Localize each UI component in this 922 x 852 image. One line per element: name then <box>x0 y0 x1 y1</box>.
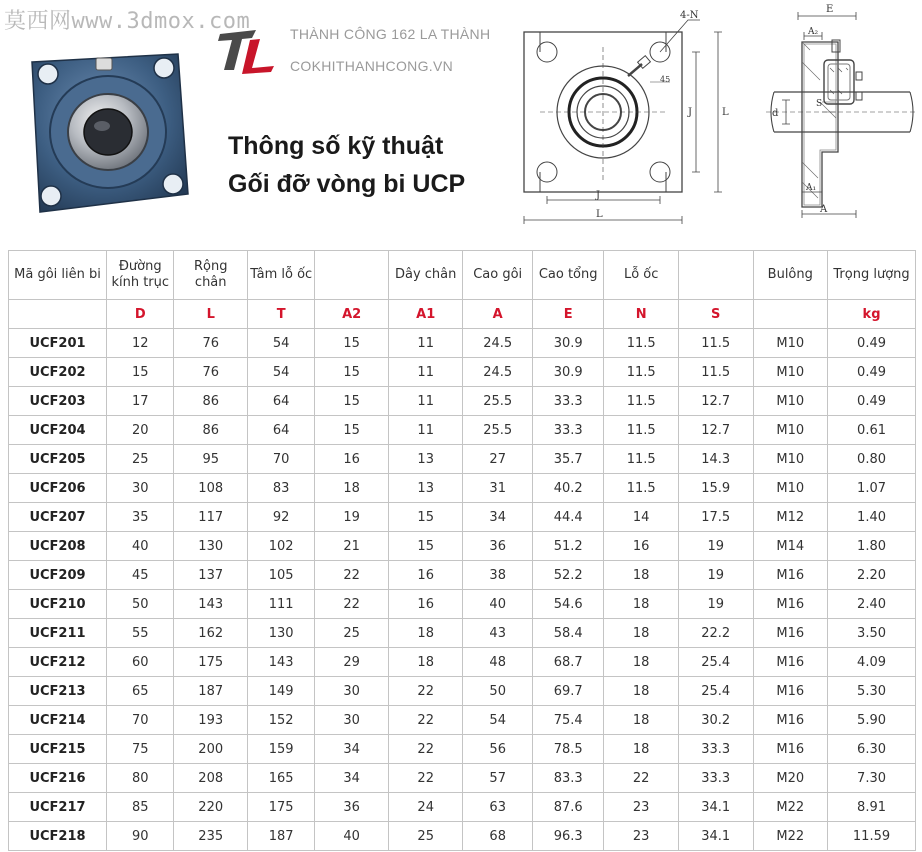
column-header: Bulông <box>753 251 828 300</box>
symbol-cell: kg <box>828 300 916 329</box>
value-cell: 43 <box>463 619 532 648</box>
table-row <box>9 677 916 706</box>
symbol-row <box>9 300 916 329</box>
value-cell: 18 <box>388 619 463 648</box>
column-header: Cao gôi <box>463 251 532 300</box>
symbol-cell: A <box>463 300 532 329</box>
value-cell: 85 <box>107 793 174 822</box>
value-cell: 40 <box>463 590 532 619</box>
model-cell: UCF204 <box>9 416 107 445</box>
value-cell: 30 <box>315 706 389 735</box>
value-cell: M10 <box>753 387 828 416</box>
value-cell: M20 <box>753 764 828 793</box>
value-cell: 86 <box>174 387 248 416</box>
company-name: THÀNH CÔNG 162 LA THÀNH <box>290 26 491 42</box>
value-cell: 18 <box>604 561 679 590</box>
model-cell: UCF206 <box>9 474 107 503</box>
value-cell: 159 <box>247 735 314 764</box>
table-row <box>9 329 916 358</box>
value-cell: 2.40 <box>828 590 916 619</box>
symbol-cell <box>753 300 828 329</box>
value-cell: 5.30 <box>828 677 916 706</box>
value-cell: 78.5 <box>532 735 603 764</box>
symbol-cell: T <box>247 300 314 329</box>
column-header: Đường kính trục <box>107 251 174 300</box>
value-cell: 0.49 <box>828 387 916 416</box>
value-cell: 22 <box>604 764 679 793</box>
value-cell: 23 <box>604 793 679 822</box>
value-cell: 30.9 <box>532 358 603 387</box>
holes-label: 4-N <box>680 10 699 21</box>
a-label: A <box>820 204 828 215</box>
value-cell: 34 <box>463 503 532 532</box>
a2-label: A₂ <box>808 27 819 37</box>
watermark-text: 莫西网www.3dmox.com <box>4 9 251 34</box>
value-cell: 19 <box>678 532 753 561</box>
value-cell: 51.2 <box>532 532 603 561</box>
value-cell: 0.61 <box>828 416 916 445</box>
value-cell: 14 <box>604 503 679 532</box>
table-row <box>9 706 916 735</box>
table-row <box>9 561 916 590</box>
value-cell: 21 <box>315 532 389 561</box>
value-cell: M16 <box>753 735 828 764</box>
value-cell: 11 <box>388 329 463 358</box>
model-cell: UCF216 <box>9 764 107 793</box>
value-cell: 16 <box>388 590 463 619</box>
table-row <box>9 387 916 416</box>
company-url: COKHITHANHCONG.VN <box>290 58 453 74</box>
value-cell: 12.7 <box>678 416 753 445</box>
value-cell: 35.7 <box>532 445 603 474</box>
value-cell: 11.5 <box>604 416 679 445</box>
value-cell: 11.59 <box>828 822 916 851</box>
value-cell: 86 <box>174 416 248 445</box>
value-cell: 11 <box>388 416 463 445</box>
table-row <box>9 735 916 764</box>
value-cell: 22 <box>388 735 463 764</box>
model-cell: UCF214 <box>9 706 107 735</box>
value-cell: 95 <box>174 445 248 474</box>
column-header: Rộng chân <box>174 251 248 300</box>
value-cell: 22 <box>315 561 389 590</box>
page-title: Thông số kỹ thuật <box>228 132 444 160</box>
value-cell: 29 <box>315 648 389 677</box>
value-cell: 22 <box>388 706 463 735</box>
value-cell: 23 <box>604 822 679 851</box>
value-cell: 17 <box>107 387 174 416</box>
symbol-cell <box>9 300 107 329</box>
value-cell: 22 <box>315 590 389 619</box>
model-cell: UCF217 <box>9 793 107 822</box>
table-row <box>9 648 916 677</box>
table-body <box>9 300 916 851</box>
value-cell: 34 <box>315 735 389 764</box>
column-header: Tâm lỗ ốc <box>247 251 314 300</box>
value-cell: M10 <box>753 416 828 445</box>
value-cell: 22 <box>388 677 463 706</box>
table-row <box>9 764 916 793</box>
value-cell: 18 <box>604 706 679 735</box>
value-cell: 65 <box>107 677 174 706</box>
value-cell: 18 <box>604 735 679 764</box>
value-cell: 19 <box>678 561 753 590</box>
front-view-drawing <box>510 2 742 232</box>
value-cell: 87.6 <box>532 793 603 822</box>
table-row <box>9 619 916 648</box>
symbol-cell: S <box>678 300 753 329</box>
value-cell: 38 <box>463 561 532 590</box>
value-cell: 56 <box>463 735 532 764</box>
value-cell: M10 <box>753 358 828 387</box>
value-cell: 34.1 <box>678 793 753 822</box>
value-cell: 3.50 <box>828 619 916 648</box>
value-cell: 12.7 <box>678 387 753 416</box>
value-cell: 15 <box>315 358 389 387</box>
value-cell: 1.07 <box>828 474 916 503</box>
column-header: Dây chân <box>388 251 463 300</box>
value-cell: M12 <box>753 503 828 532</box>
value-cell: 162 <box>174 619 248 648</box>
value-cell: 90 <box>107 822 174 851</box>
value-cell: 15 <box>107 358 174 387</box>
value-cell: 175 <box>247 793 314 822</box>
value-cell: 80 <box>107 764 174 793</box>
d-label: d <box>772 108 779 119</box>
value-cell: M16 <box>753 677 828 706</box>
value-cell: 64 <box>247 387 314 416</box>
value-cell: 69.7 <box>532 677 603 706</box>
value-cell: 25 <box>388 822 463 851</box>
value-cell: 50 <box>107 590 174 619</box>
value-cell: 64 <box>247 416 314 445</box>
value-cell: 96.3 <box>532 822 603 851</box>
value-cell: 187 <box>174 677 248 706</box>
value-cell: 208 <box>174 764 248 793</box>
value-cell: 18 <box>604 590 679 619</box>
value-cell: 35 <box>107 503 174 532</box>
value-cell: 2.20 <box>828 561 916 590</box>
value-cell: 52.2 <box>532 561 603 590</box>
symbol-cell: L <box>174 300 248 329</box>
value-cell: 40 <box>107 532 174 561</box>
value-cell: 143 <box>174 590 248 619</box>
value-cell: 13 <box>388 474 463 503</box>
model-cell: UCF207 <box>9 503 107 532</box>
value-cell: 15 <box>315 387 389 416</box>
l-horizontal-label: L <box>596 209 603 220</box>
value-cell: 48 <box>463 648 532 677</box>
table-row <box>9 590 916 619</box>
value-cell: 12 <box>107 329 174 358</box>
value-cell: 15 <box>388 503 463 532</box>
value-cell: M10 <box>753 474 828 503</box>
value-cell: 54 <box>247 358 314 387</box>
value-cell: 25.4 <box>678 648 753 677</box>
bearing-spec-table <box>8 250 916 851</box>
value-cell: 18 <box>604 648 679 677</box>
model-cell: UCF203 <box>9 387 107 416</box>
value-cell: 36 <box>315 793 389 822</box>
model-cell: UCF215 <box>9 735 107 764</box>
value-cell: 70 <box>107 706 174 735</box>
value-cell: 111 <box>247 590 314 619</box>
value-cell: 130 <box>247 619 314 648</box>
value-cell: 14.3 <box>678 445 753 474</box>
symbol-cell: D <box>107 300 174 329</box>
value-cell: 8.91 <box>828 793 916 822</box>
value-cell: 152 <box>247 706 314 735</box>
value-cell: 27 <box>463 445 532 474</box>
value-cell: 34 <box>315 764 389 793</box>
value-cell: 34.1 <box>678 822 753 851</box>
value-cell: 24.5 <box>463 358 532 387</box>
value-cell: 54 <box>247 329 314 358</box>
e-label: E <box>826 4 834 15</box>
symbol-cell: E <box>532 300 603 329</box>
value-cell: 18 <box>315 474 389 503</box>
table-row <box>9 474 916 503</box>
value-cell: 45 <box>107 561 174 590</box>
value-cell: 50 <box>463 677 532 706</box>
value-cell: 1.40 <box>828 503 916 532</box>
model-cell: UCF201 <box>9 329 107 358</box>
value-cell: 13 <box>388 445 463 474</box>
value-cell: 220 <box>174 793 248 822</box>
angle-label: 45 <box>660 75 671 84</box>
table-row <box>9 532 916 561</box>
value-cell: 200 <box>174 735 248 764</box>
a1-label: A₁ <box>806 183 817 193</box>
value-cell: 15 <box>388 532 463 561</box>
value-cell: 33.3 <box>532 387 603 416</box>
company-logo <box>216 26 286 76</box>
value-cell: 18 <box>604 677 679 706</box>
value-cell: 11.5 <box>604 474 679 503</box>
model-cell: UCF211 <box>9 619 107 648</box>
value-cell: 137 <box>174 561 248 590</box>
j-vertical-label: J <box>688 107 693 118</box>
value-cell: 25.5 <box>463 387 532 416</box>
value-cell: 108 <box>174 474 248 503</box>
value-cell: 30 <box>315 677 389 706</box>
value-cell: 25.4 <box>678 677 753 706</box>
value-cell: 22 <box>388 764 463 793</box>
column-header: Cao tổng <box>532 251 603 300</box>
value-cell: M22 <box>753 822 828 851</box>
value-cell: 17.5 <box>678 503 753 532</box>
column-header: Lỗ ốc <box>604 251 679 300</box>
model-cell: UCF209 <box>9 561 107 590</box>
value-cell: 76 <box>174 329 248 358</box>
value-cell: 117 <box>174 503 248 532</box>
value-cell: 175 <box>174 648 248 677</box>
value-cell: 4.09 <box>828 648 916 677</box>
value-cell: 19 <box>678 590 753 619</box>
value-cell: 75 <box>107 735 174 764</box>
symbol-cell: A1 <box>388 300 463 329</box>
value-cell: M22 <box>753 793 828 822</box>
value-cell: 18 <box>388 648 463 677</box>
value-cell: 44.4 <box>532 503 603 532</box>
value-cell: 68.7 <box>532 648 603 677</box>
value-cell: 55 <box>107 619 174 648</box>
value-cell: M16 <box>753 561 828 590</box>
value-cell: 83.3 <box>532 764 603 793</box>
column-header: Mã gôi liên bi <box>9 251 107 300</box>
value-cell: 83 <box>247 474 314 503</box>
s-label: S <box>816 99 823 109</box>
j-horizontal-label: J <box>596 190 601 201</box>
symbol-cell: A2 <box>315 300 389 329</box>
value-cell: 30 <box>107 474 174 503</box>
value-cell: 33.3 <box>532 416 603 445</box>
value-cell: 15 <box>315 329 389 358</box>
column-header: Trọng lượng <box>828 251 916 300</box>
table-row <box>9 822 916 851</box>
value-cell: 92 <box>247 503 314 532</box>
value-cell: 22.2 <box>678 619 753 648</box>
model-cell: UCF218 <box>9 822 107 851</box>
bearing-product-photo <box>18 44 193 220</box>
value-cell: 193 <box>174 706 248 735</box>
value-cell: 235 <box>174 822 248 851</box>
value-cell: 31 <box>463 474 532 503</box>
value-cell: M10 <box>753 329 828 358</box>
table-row <box>9 416 916 445</box>
column-header <box>678 251 753 300</box>
value-cell: 143 <box>247 648 314 677</box>
table-row <box>9 358 916 387</box>
value-cell: 76 <box>174 358 248 387</box>
model-cell: UCF213 <box>9 677 107 706</box>
table-header-row <box>9 251 916 300</box>
value-cell: 57 <box>463 764 532 793</box>
table-row <box>9 793 916 822</box>
value-cell: 105 <box>247 561 314 590</box>
value-cell: 25 <box>107 445 174 474</box>
value-cell: 0.80 <box>828 445 916 474</box>
value-cell: 40.2 <box>532 474 603 503</box>
value-cell: 16 <box>388 561 463 590</box>
value-cell: 19 <box>315 503 389 532</box>
value-cell: 11.5 <box>678 358 753 387</box>
value-cell: 30.9 <box>532 329 603 358</box>
value-cell: 11.5 <box>604 358 679 387</box>
value-cell: 40 <box>315 822 389 851</box>
value-cell: M16 <box>753 619 828 648</box>
value-cell: 0.49 <box>828 358 916 387</box>
value-cell: 25 <box>315 619 389 648</box>
value-cell: 11.5 <box>678 329 753 358</box>
value-cell: 187 <box>247 822 314 851</box>
value-cell: 102 <box>247 532 314 561</box>
table-row <box>9 445 916 474</box>
model-cell: UCF210 <box>9 590 107 619</box>
value-cell: 30.2 <box>678 706 753 735</box>
value-cell: 70 <box>247 445 314 474</box>
symbol-cell: N <box>604 300 679 329</box>
column-header <box>315 251 389 300</box>
value-cell: 54 <box>463 706 532 735</box>
model-cell: UCF202 <box>9 358 107 387</box>
value-cell: 63 <box>463 793 532 822</box>
value-cell: 20 <box>107 416 174 445</box>
value-cell: 7.30 <box>828 764 916 793</box>
value-cell: 15.9 <box>678 474 753 503</box>
value-cell: 24.5 <box>463 329 532 358</box>
header-banner <box>0 0 922 242</box>
l-vertical-label: L <box>722 107 729 118</box>
value-cell: 11 <box>388 358 463 387</box>
value-cell: M16 <box>753 648 828 677</box>
value-cell: 0.49 <box>828 329 916 358</box>
page-subtitle: Gối đỡ vòng bi UCP <box>228 170 466 198</box>
value-cell: 15 <box>315 416 389 445</box>
value-cell: 54.6 <box>532 590 603 619</box>
value-cell: 149 <box>247 677 314 706</box>
value-cell: 18 <box>604 619 679 648</box>
side-view-drawing <box>760 2 920 232</box>
value-cell: 5.90 <box>828 706 916 735</box>
value-cell: 6.30 <box>828 735 916 764</box>
model-cell: UCF212 <box>9 648 107 677</box>
value-cell: M10 <box>753 445 828 474</box>
value-cell: 11.5 <box>604 329 679 358</box>
value-cell: 33.3 <box>678 735 753 764</box>
value-cell: 165 <box>247 764 314 793</box>
value-cell: 68 <box>463 822 532 851</box>
model-cell: UCF208 <box>9 532 107 561</box>
model-cell: UCF205 <box>9 445 107 474</box>
value-cell: 11 <box>388 387 463 416</box>
value-cell: 16 <box>604 532 679 561</box>
value-cell: M16 <box>753 590 828 619</box>
value-cell: 75.4 <box>532 706 603 735</box>
value-cell: 11.5 <box>604 387 679 416</box>
value-cell: 58.4 <box>532 619 603 648</box>
value-cell: M16 <box>753 706 828 735</box>
value-cell: 36 <box>463 532 532 561</box>
value-cell: 16 <box>315 445 389 474</box>
value-cell: 60 <box>107 648 174 677</box>
value-cell: 1.80 <box>828 532 916 561</box>
value-cell: 24 <box>388 793 463 822</box>
value-cell: 11.5 <box>604 445 679 474</box>
value-cell: 25.5 <box>463 416 532 445</box>
value-cell: 33.3 <box>678 764 753 793</box>
table-row <box>9 503 916 532</box>
value-cell: M14 <box>753 532 828 561</box>
value-cell: 130 <box>174 532 248 561</box>
